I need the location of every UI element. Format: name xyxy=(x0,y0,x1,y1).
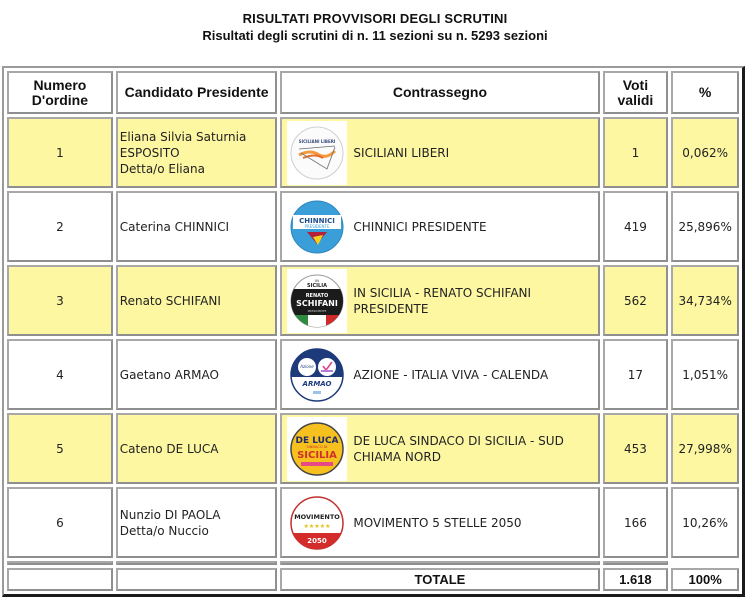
party-symbol-cell xyxy=(280,265,599,336)
siciliani-liberi-logo xyxy=(287,121,347,185)
candidate-name-line: Nunzio DI PAOLA xyxy=(119,507,221,522)
svg-text:Azione: Azione xyxy=(300,363,315,369)
svg-text:SINDACO DI: SINDACO DI xyxy=(306,444,328,449)
candidate-name xyxy=(116,487,278,558)
svg-text:RENATO: RENATO xyxy=(306,292,329,299)
party-name xyxy=(353,145,449,161)
vote-percentage: 34,734% xyxy=(671,265,739,336)
separator-cell xyxy=(7,561,113,565)
total-row xyxy=(7,568,739,591)
party-name xyxy=(353,515,521,531)
column-header-votes xyxy=(603,71,669,114)
svg-text:SICILIA: SICILIA xyxy=(307,282,328,289)
valid-votes: 419 xyxy=(603,191,669,262)
svg-text:SCHIFANI: SCHIFANI xyxy=(296,298,339,308)
total-label: TOTALE xyxy=(280,568,599,591)
vote-percentage: 0,062% xyxy=(671,117,739,188)
valid-votes: 17 xyxy=(603,339,669,410)
valid-votes: 562 xyxy=(603,265,669,336)
separator-cell xyxy=(671,561,739,565)
candidate-name-line: Gaetano ARMAO xyxy=(119,367,219,382)
party-symbol-cell xyxy=(280,487,599,558)
party-name-line: PRESIDENTE xyxy=(353,301,429,316)
candidate-name xyxy=(116,117,278,188)
party-symbol-cell xyxy=(280,191,599,262)
svg-text:SICILIANI LIBERI: SICILIANI LIBERI xyxy=(299,138,336,144)
vote-percentage: 1,051% xyxy=(671,339,739,410)
valid-votes: 453 xyxy=(603,413,669,484)
svg-text:SICILIA: SICILIA xyxy=(297,449,338,461)
svg-text:2050: 2050 xyxy=(307,536,328,545)
party-name-line: AZIONE - ITALIA VIVA - CALENDA xyxy=(353,367,549,382)
svg-text:PRESIDENTE: PRESIDENTE xyxy=(308,308,327,313)
azione-italia-viva-logo xyxy=(287,343,347,407)
party-name xyxy=(353,433,563,465)
svg-text:CHINNICI: CHINNICI xyxy=(299,216,336,225)
column-header-percent: % xyxy=(671,71,739,114)
column-header-votes-line2: validi xyxy=(617,91,654,108)
page-header xyxy=(0,10,750,45)
results-table xyxy=(2,66,745,597)
party-name xyxy=(353,219,486,235)
row-number: 3 xyxy=(7,265,113,336)
column-header-symbol: Contrassegno xyxy=(280,71,599,114)
candidate-name xyxy=(116,339,278,410)
row-number: 4 xyxy=(7,339,113,410)
vote-percentage: 10,26% xyxy=(671,487,739,558)
candidate-name-line: ESPOSITO xyxy=(119,145,180,160)
candidate-name-line: Caterina CHINNICI xyxy=(119,219,229,234)
schifani-logo xyxy=(287,269,347,333)
candidate-nickname: Detta/o Nuccio xyxy=(119,523,209,538)
svg-text:★★★★★: ★★★★★ xyxy=(303,522,331,530)
party-name-line: MOVIMENTO 5 STELLE 2050 xyxy=(353,515,522,530)
column-header-number-line2: D'ordine xyxy=(31,91,88,108)
party-name-line: DE LUCA SINDACO DI SICILIA - SUD xyxy=(353,433,564,448)
party-name-line: CHINNICI PRESIDENTE xyxy=(353,219,487,234)
svg-text:ARMAO: ARMAO xyxy=(302,379,332,388)
candidate-name-line: Eliana Silvia Saturnia xyxy=(119,129,247,144)
column-header-votes-line1: Voti xyxy=(622,76,649,93)
party-symbol-cell xyxy=(280,339,599,410)
chinnici-presidente-logo xyxy=(287,195,347,259)
page-title: RISULTATI PROVVISORI DEGLI SCRUTINI xyxy=(242,11,508,26)
row-number: 1 xyxy=(7,117,113,188)
table-row xyxy=(7,265,739,336)
party-symbol-cell xyxy=(280,413,599,484)
column-header-candidate: Candidato Presidente xyxy=(116,71,278,114)
candidate-name xyxy=(116,413,278,484)
page-subtitle: Risultati degli scrutini di n. 11 sezioni su n. 5293 sezioni xyxy=(202,28,548,43)
de-luca-logo xyxy=(287,417,347,481)
vote-percentage: 27,998% xyxy=(671,413,739,484)
candidate-name xyxy=(116,191,278,262)
vote-percentage: 25,896% xyxy=(671,191,739,262)
party-name-line: CHIAMA NORD xyxy=(353,449,441,464)
table-row xyxy=(7,487,739,558)
table-header-row xyxy=(7,71,739,114)
table-row xyxy=(7,413,739,484)
separator-cell xyxy=(603,561,669,565)
party-name xyxy=(353,367,548,383)
party-symbol-cell xyxy=(280,117,599,188)
valid-votes: 1 xyxy=(603,117,669,188)
table-row xyxy=(7,191,739,262)
total-percentage: 100% xyxy=(671,568,739,591)
party-name-line: IN SICILIA - RENATO SCHIFANI xyxy=(353,285,532,300)
party-name xyxy=(353,285,531,317)
separator-row xyxy=(7,561,739,565)
column-header-number xyxy=(7,71,113,114)
svg-text:DE LUCA: DE LUCA xyxy=(295,435,339,446)
row-number: 6 xyxy=(7,487,113,558)
column-header-number-line1: Numero xyxy=(33,76,87,93)
movimento-5-stelle-2050-logo xyxy=(287,491,347,555)
candidate-name xyxy=(116,265,278,336)
separator-cell xyxy=(116,561,278,565)
candidate-name-line: Renato SCHIFANI xyxy=(119,293,221,308)
total-votes: 1.618 xyxy=(603,568,669,591)
svg-text:MOVIMENTO: MOVIMENTO xyxy=(294,512,341,521)
row-number: 5 xyxy=(7,413,113,484)
svg-text:PRESIDENTE: PRESIDENTE xyxy=(304,223,330,229)
candidate-name-line: Cateno DE LUCA xyxy=(119,441,219,456)
party-name-line: SICILIANI LIBERI xyxy=(353,145,450,160)
row-number: 2 xyxy=(7,191,113,262)
separator-cell xyxy=(280,561,599,565)
total-empty-cell xyxy=(7,568,113,591)
candidate-nickname: Detta/o Eliana xyxy=(119,161,205,176)
table-row xyxy=(7,117,739,188)
total-empty-cell xyxy=(116,568,278,591)
svg-text:IN: IN xyxy=(315,278,320,283)
table-row xyxy=(7,339,739,410)
valid-votes: 166 xyxy=(603,487,669,558)
